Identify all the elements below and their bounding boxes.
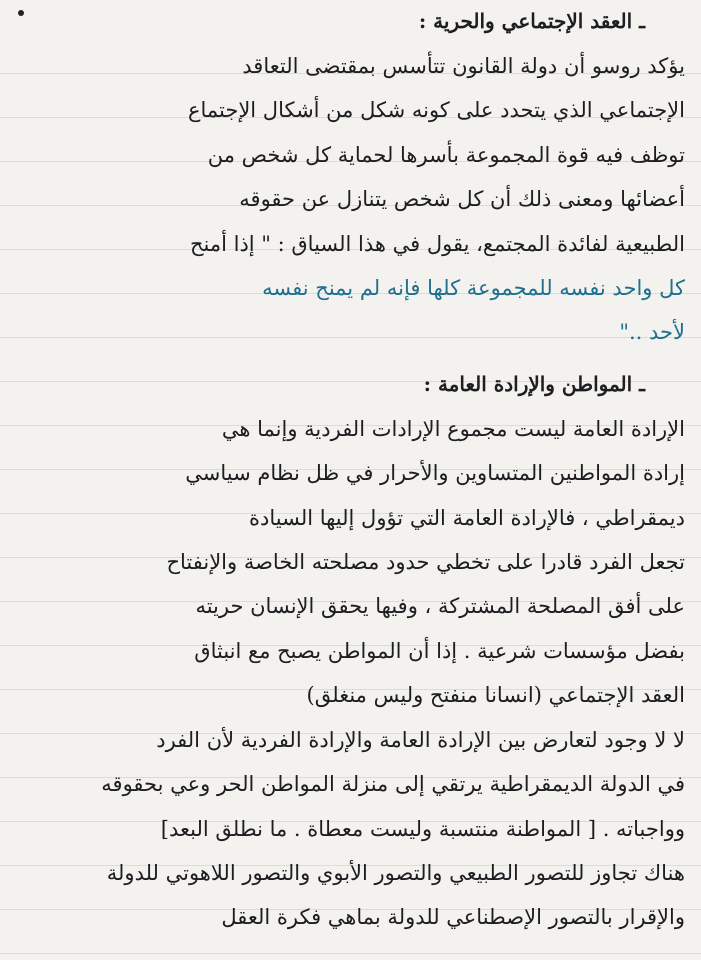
text-line: إرادة المواطنين المتساوين والأحرار في ظل نظام سياسي: [185, 461, 685, 486]
text-line: أعضائها ومعنى ذلك أن كل شخص يتنازل عن حقوقه: [239, 187, 685, 212]
section-body: [14, 44, 685, 355]
text-line: الطبيعية لفائدة المجتمع، يقول في هذا السياق : " إذا أمنح: [189, 231, 685, 256]
text-line: في الدولة الديمقراطية يرتقي إلى منزلة المواطن الحر وعي بحقوقه: [101, 772, 685, 797]
section-citizen-general-will: [14, 369, 685, 940]
handwritten-notes: [14, 6, 685, 940]
quote-line: كل واحد نفسه للمجموعة كلها فإنه لم يمنح نفسه: [262, 276, 685, 301]
text-line: الإجتماعي الذي يتحدد على كونه شكل من أشكال الإجتماع: [187, 98, 685, 123]
text-line: والإقرار بالتصور الإصطناعي للدولة بماهي فكرة العقل: [221, 905, 685, 930]
quote-line: لأحد ..": [619, 320, 685, 345]
text-line: على أفق المصلحة المشتركة ، وفيها يحقق الإنسان حريته: [195, 594, 685, 619]
text-line: وواجباته . [ المواطنة منتسبة وليست معطاة . ما نطلق البعد]: [160, 816, 685, 841]
text-line: العقد الإجتماعي (انسانا منفتح وليس منغلق): [306, 683, 685, 708]
section-body: [14, 407, 685, 940]
text-line: لا لا وجود لتعارض بين الإرادة العامة والإرادة الفردية لأن الفرد: [156, 727, 685, 752]
text-line: تجعل الفرد قادرا على تخطي حدود مصلحته الخاصة والإنفتاح: [166, 550, 685, 575]
section-social-contract: [14, 6, 685, 355]
text-line: توظف فيه قوة المجموعة بأسرها لحماية كل شخص من: [207, 142, 685, 167]
text-line: هناك تجاوز للتصور الطبيعي والتصور الأبوي والتصور اللاهوتي للدولة: [106, 860, 685, 885]
section-heading: ـ المواطن والإرادة العامة :: [423, 371, 645, 396]
text-line: يؤكد روسو أن دولة القانون تتأسس بمقتضى التعاقد: [242, 54, 685, 78]
text-line: ديمقراطي ، فالإرادة العامة التي تؤول إليها السيادة: [249, 505, 685, 530]
text-line: بفضل مؤسسات شرعية . إذا أن المواطن يصبح مع انبثاق: [194, 638, 685, 663]
text-line: الإرادة العامة ليست مجموع الإرادات الفردية وإنما هي: [221, 416, 685, 441]
section-heading: ـ العقد الإجتماعي والحرية :: [418, 9, 645, 33]
